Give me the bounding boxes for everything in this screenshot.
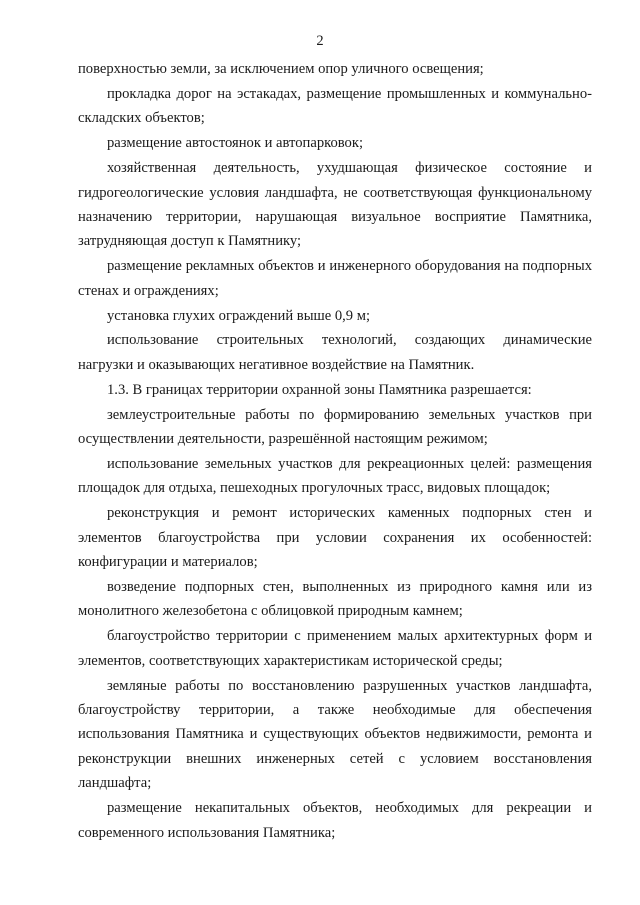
paragraph: возведение подпорных стен, выполненных из природного камня или из монолитного железобетона с облицовкой природным камнем;: [78, 579, 592, 620]
paragraph: землеустроительные работы по формированию земельных участков при осуществлении деятельности, разрешённой настоящим режимом;: [78, 406, 592, 448]
section-heading-paragraph: 1.3. В границах территории охранной зоны Памятника разрешается:: [107, 381, 532, 398]
paragraph: прокладка дорог на эстакадах, размещение промышленных и коммунально-складских объектов;: [78, 85, 592, 127]
paragraph: размещение некапитальных объектов, необходимых для рекреации и современного использования Памятника;: [78, 800, 592, 841]
paragraph: использование строительных технологий, создающих динамические нагрузки и оказывающих негативное воздействие на Памятник.: [78, 332, 592, 373]
paragraph: размещение автостоянок и автопарковок;: [107, 135, 364, 152]
page-number: 2: [316, 33, 324, 49]
paragraph: установка глухих ограждений выше 0,9 м;: [107, 307, 371, 324]
paragraph: поверхностью земли, за исключением опор уличного освещения;: [78, 61, 484, 77]
paragraph: размещение рекламных объектов и инженерного оборудования на подпорных стенах и ограждениях;: [78, 258, 592, 299]
paragraph: использование земельных участков для рекреационных целей: размещения площадок для отдыха, пешеходных прогулочных трасс, видовых площадок;: [78, 456, 592, 497]
paragraph: земляные работы по восстановлению разрушенных участков ландшафта, благоустройству территории, а также необходимые для обеспечения использования Памятника и существующих объектов недвижимости, ремонта и реконструкции внешних инженерных сетей с условием восстановления ландшафта;: [78, 677, 592, 792]
paragraph: благоустройство территории с применением малых архитектурных форм и элементов, соответствующих характеристикам исторической среды;: [78, 628, 592, 669]
paragraph: реконструкция и ремонт исторических каменных подпорных стен и элементов благоустройства при условии сохранения их особенностей: конфигурации и материалов;: [78, 505, 592, 571]
document-body: [78, 57, 592, 846]
paragraph: хозяйственная деятельность, ухудшающая физическое состояние и гидрогеологические условия ландшафта, не соответствующая функциональному назначению территории, нарушающая визуальное восприятие Памятника, затрудняющая доступ к Памятнику;: [78, 160, 592, 250]
